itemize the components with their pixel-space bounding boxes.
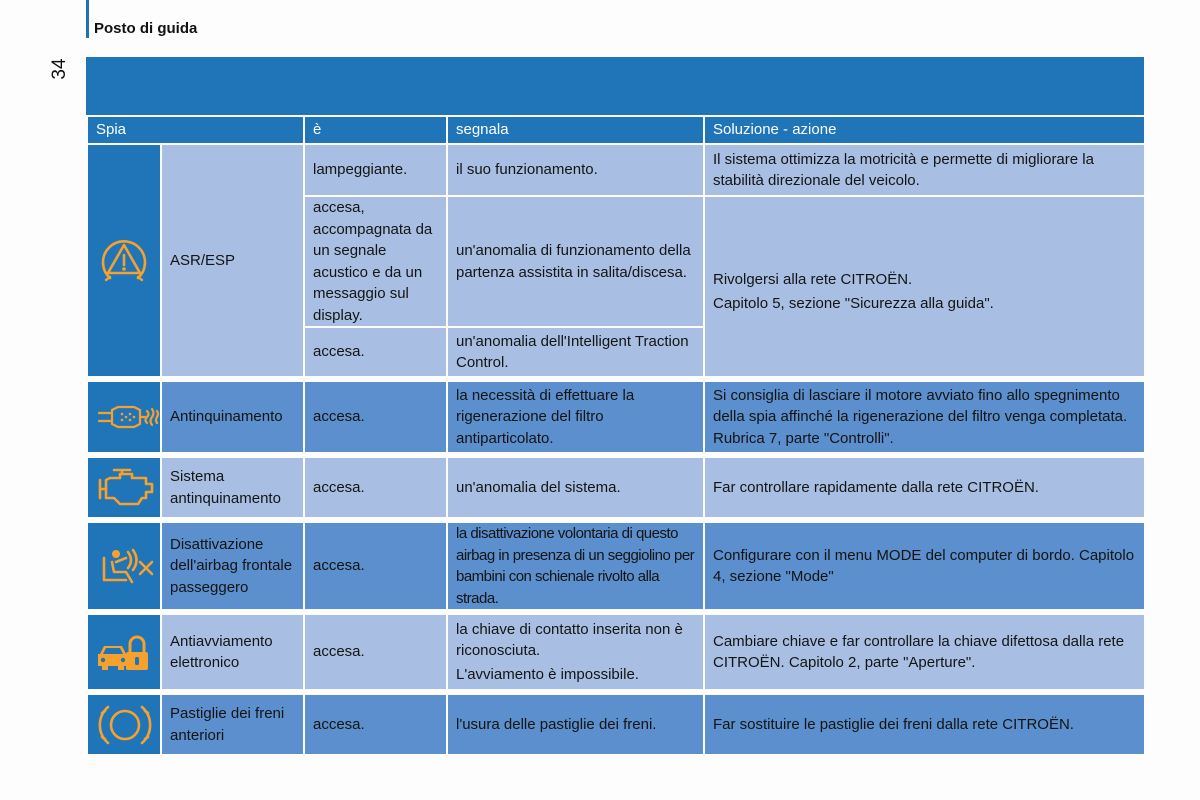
brake-action: Far sostituire le pastiglie dei freni dalla rete CITROËN. <box>704 694 1145 755</box>
section-title: Posto di guida <box>94 20 198 37</box>
antinq-icon-cell <box>87 381 161 453</box>
asr-r1-action: Il sistema ottimizza la motricità e permette di migliorare la stabilità direzionale del veicolo. <box>704 144 1145 196</box>
asr-r1-signal: il suo funzionamento. <box>447 144 704 196</box>
immob-signal-line-1: la chiave di contatto inserita non è riconosciuta. <box>456 620 683 660</box>
brake-signal: l'usura delle pastiglie dei freni. <box>447 694 704 755</box>
immobilizer-lock-icon <box>96 630 154 674</box>
immob-action: Cambiare chiave e far controllare la chiave difettosa dalla rete CITROËN. Capitolo 2, parte "Aperture". <box>704 614 1145 690</box>
asr-action-line-1: Rivolgersi alla rete CITROËN. <box>713 271 913 288</box>
asr-esp-icon-cell <box>87 144 161 377</box>
airbag-off-icon <box>96 544 158 588</box>
brake-icon-cell <box>87 694 161 755</box>
asr-action-cell <box>704 196 1145 377</box>
header-spia: Spia <box>87 116 304 144</box>
antinq-action: Si consiglia di lasciare il motore avviato fino allo spegnimento della spia affinché la rigenerazione del filtro venga completata. Rubrica 7, parte "Controlli". <box>704 381 1145 453</box>
section-accent-bar <box>86 0 89 38</box>
particulate-filter-icon <box>96 402 160 432</box>
engine-action: Far controllare rapidamente dalla rete CITROËN. <box>704 457 1145 518</box>
table-row <box>87 381 1145 453</box>
asr-r3-state: accesa. <box>304 327 447 377</box>
page-number: 34 <box>49 58 70 80</box>
engine-check-icon <box>96 466 156 510</box>
asr-r3-signal: un'anomalia dell'Intelligent Traction Control. <box>447 327 704 377</box>
header-segnala: segnala <box>447 116 704 144</box>
antinq-label: Antinquinamento <box>161 381 304 453</box>
asr-action-line-2: Capitolo 5, sezione "Sicurezza alla guida". <box>713 294 994 312</box>
header-soluzione: Soluzione - azione <box>704 116 1145 144</box>
immob-signal-line-2: L'avviamento è impossibile. <box>456 665 639 683</box>
asr-esp-label: ASR/ESP <box>161 144 304 377</box>
immob-icon-cell <box>87 614 161 690</box>
table-row <box>87 694 1145 755</box>
airbag-signal: la disattivazione volontaria di questo airbag in presenza di un seggiolino per bambini con schienale rivolto alla strada. <box>447 522 704 610</box>
asr-r1-state: lampeggiante. <box>304 144 447 196</box>
antinq-state: accesa. <box>304 381 447 453</box>
antinq-signal: la necessità di effettuare la rigenerazione del filtro antiparticolato. <box>447 381 704 453</box>
table-header-row <box>87 116 1145 144</box>
airbag-action: Configurare con il menu MODE del computer di bordo. Capitolo 4, sezione "Mode" <box>704 522 1145 610</box>
brake-pads-icon <box>96 699 154 751</box>
asr-esp-warning-icon <box>96 234 152 288</box>
airbag-icon-cell <box>87 522 161 610</box>
table-row <box>87 614 1145 690</box>
asr-r2-state: accesa, accompagnata da un segnale acustico e da un messaggio sul display. <box>304 196 447 327</box>
asr-r2-signal: un'anomalia di funzionamento della partenza assistita in salita/discesa. <box>447 196 704 327</box>
table-row <box>87 457 1145 518</box>
table-row <box>87 144 1145 196</box>
brake-state: accesa. <box>304 694 447 755</box>
blue-banner <box>86 57 1144 115</box>
airbag-state: accesa. <box>304 522 447 610</box>
engine-signal: un'anomalia del sistema. <box>447 457 704 518</box>
immob-state: accesa. <box>304 614 447 690</box>
engine-label: Sistema antinquinamento <box>161 457 304 518</box>
header-e: è <box>304 116 447 144</box>
table-row <box>87 522 1145 610</box>
immob-signal-cell <box>447 614 704 690</box>
immob-label: Antiavviamento elettronico <box>161 614 304 690</box>
airbag-label: Disattivazione dell'airbag frontale passeggero <box>161 522 304 610</box>
engine-state: accesa. <box>304 457 447 518</box>
warning-lights-table <box>86 115 1146 756</box>
engine-icon-cell <box>87 457 161 518</box>
brake-label: Pastiglie dei freni anteriori <box>161 694 304 755</box>
